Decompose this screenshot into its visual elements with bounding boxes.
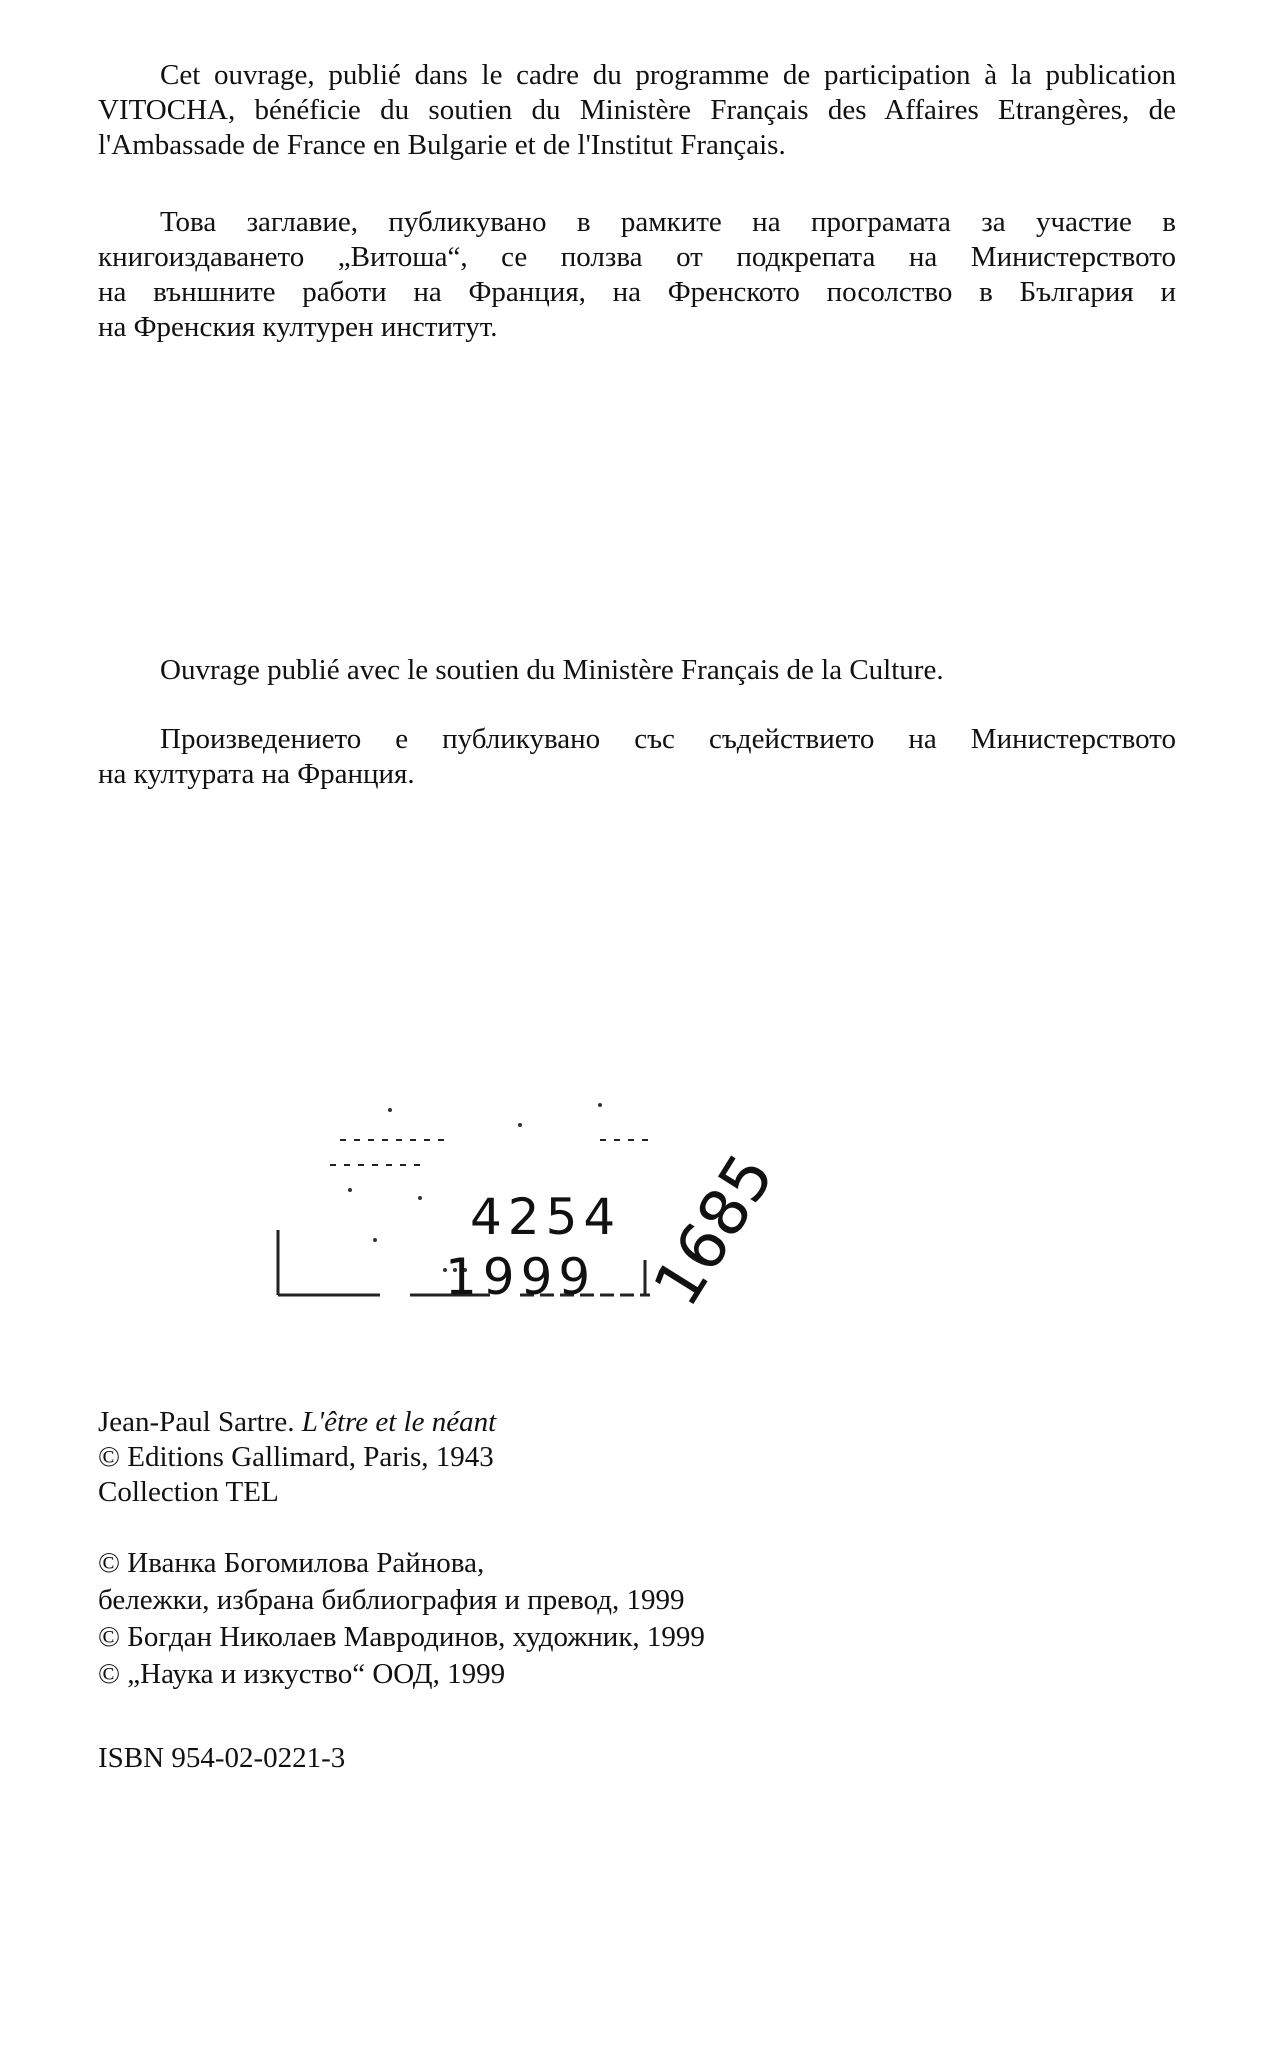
text-line: Ouvrage publié avec le soutien du Ministère Français de la Culture. (160, 654, 944, 686)
bulgarian-funding-paragraph (98, 205, 1176, 345)
stamp-inventory-number: 4254 (470, 1188, 622, 1246)
bulgarian-culture-paragraph (98, 722, 1176, 792)
text-line: на културата на Франция. (98, 758, 415, 790)
text-line: Това заглавие, публикувано в рамките на програмата за участие в (160, 206, 1176, 238)
artist-copyright: © Богдан Николаев Мавродинов, художник, 1999 (98, 1621, 705, 1653)
text-line: книгоиздаването „Витоша“, се ползва от подкрепата на Министерството (98, 241, 1176, 273)
translator-copyright: © Иванка Богомилова Райнова, (98, 1547, 485, 1579)
original-work-line (98, 1405, 496, 1440)
credits-block (98, 1405, 496, 1510)
publisher-copyright: © „Наука и изкуство“ ООД, 1999 (98, 1658, 506, 1690)
original-publisher: © Editions Gallimard, Paris, 1943 (98, 1441, 494, 1473)
text-line: VITOCHA, bénéficie du soutien du Ministère Français des Affaires Etrangères, de (98, 94, 1176, 126)
bulgarian-copyright-block (98, 1545, 705, 1693)
text-line: Cet ouvrage, publié dans le cadre du programme de participation à la publication (160, 59, 1176, 91)
text-line: l'Ambassade de France en Bulgarie et de l'Institut Français. (98, 129, 786, 161)
text-line: Произведението е публикувано със съдействието на Министерството (160, 723, 1176, 755)
translator-details: бележки, избрана библиография и превод, 1999 (98, 1584, 685, 1616)
stamp-year: 1999 (445, 1248, 597, 1306)
author-name: Jean-Paul Sartre. (98, 1406, 302, 1438)
original-title: L'être et le néant (301, 1406, 497, 1438)
isbn (98, 1740, 345, 1776)
french-culture-note (160, 652, 944, 688)
collection-name: Collection TEL (98, 1476, 279, 1508)
text-line: на външните работи на Франция, на Френското посолство в България и (98, 276, 1176, 308)
handwritten-number: 1685 (640, 1141, 790, 1320)
isbn-number: ISBN 954-02-0221-3 (98, 1742, 346, 1774)
text-line: на Френския културен институт. (98, 311, 498, 343)
french-funding-paragraph (98, 58, 1176, 163)
